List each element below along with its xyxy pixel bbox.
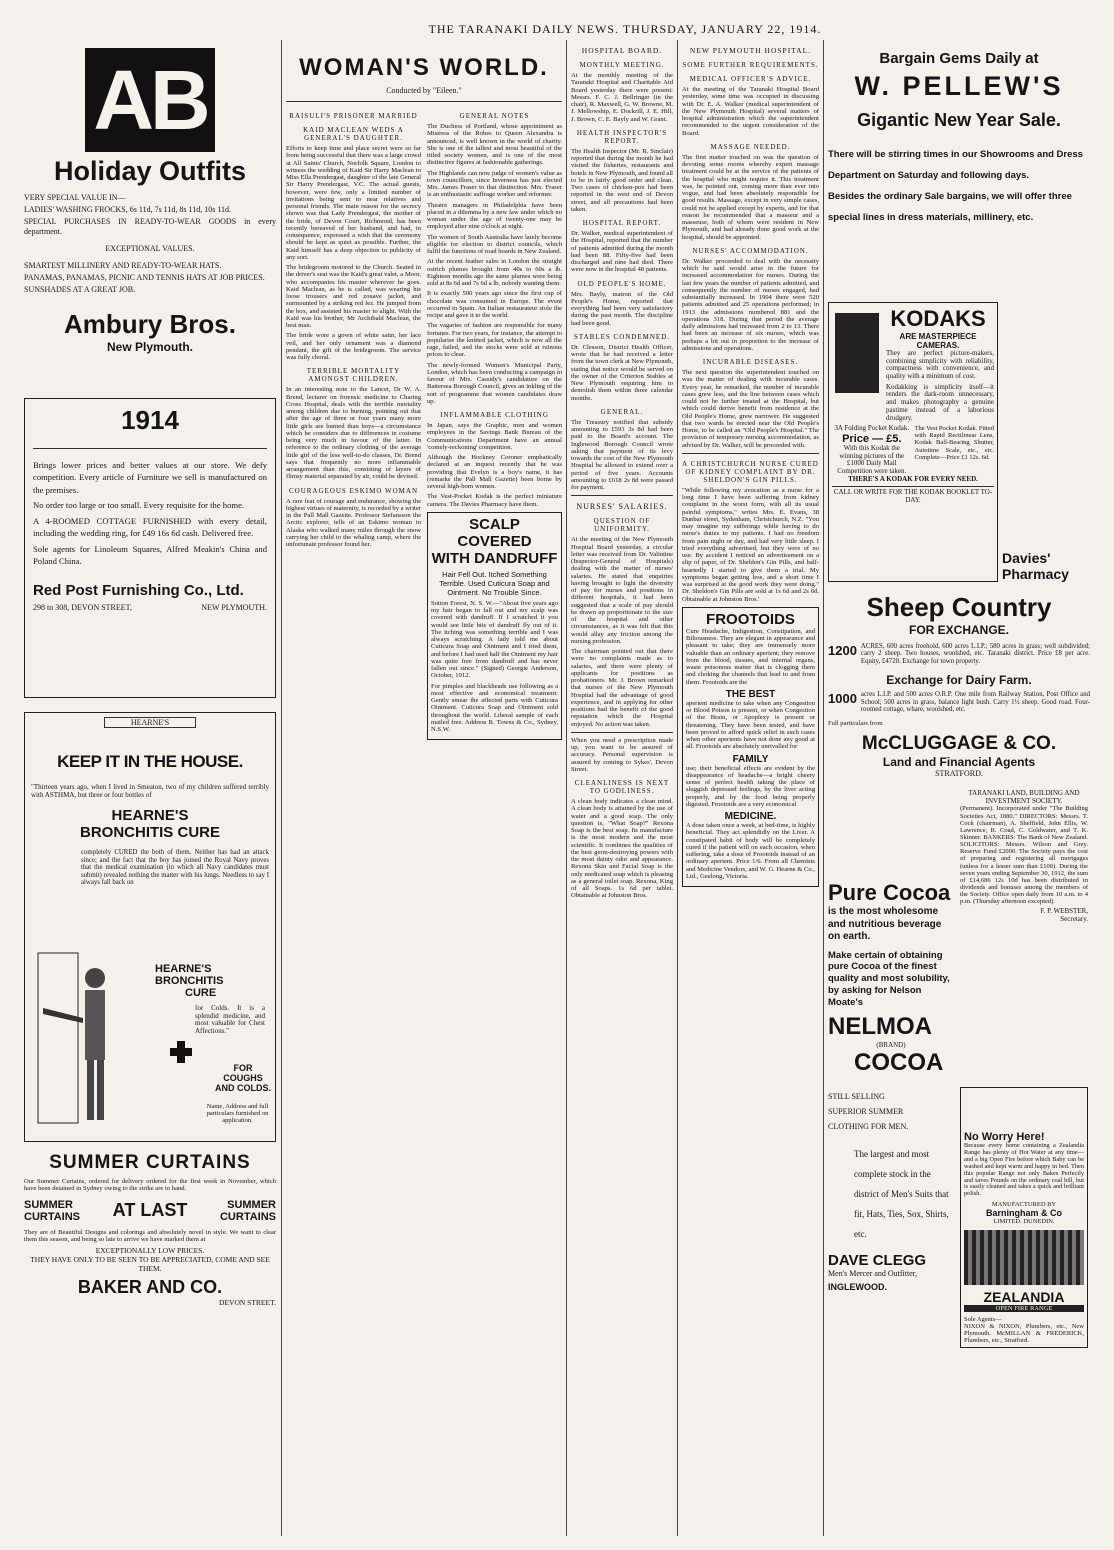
article-text: The newly-formed Women's Municipal Party, London, which has been conducting a campaign in favour of Mrs. Cassidy's candidature on the Battersea Borough Council, gives an inkling of the sort of programme that women candidates draw up.	[427, 361, 562, 405]
scalp-text: Sutton Forest, N. S. W.—"About five years ago my hair began to fall out and my scalp was covered with dandruff. If I scratched it you would see little bits of dandruff fly out of it. The itching was something terrible and I was always scratching. A lady told me about Cuticura Soap and Ointment and I tried them, and before I had used half the Ointment my hair was quite free from dandruff and has never fallen out since." (Signed) Georgie Anderson, October, 1912.	[431, 599, 558, 680]
kodaks-title: KODAKS	[890, 306, 986, 331]
sheep-country-ad	[828, 592, 1090, 778]
article-text: At the monthly meeting of the Taranaki Hospital and Charitable Aid Board yesterday there were present: Messrs. F. C. J. Bellringer (in the chair), R. Maxwell, G. W. Browne, M. J. Mellowship, E. Dockrill, J. E. Hill, J. Brown, C. E. Bayly and W. Grant.	[571, 72, 673, 123]
column-title: HOSPITAL BOARD.	[581, 46, 663, 55]
frootoids-text: A dose taken once a week, at bed-time, is highly beneficial. They act splendidly on the Liver. A constipated habit of body will be completely cured if the patient will on each occasion, when suffering, take a dose of Frootoids instead of an ordinary aperient. Price 1/6. From all Chemists and Medicine Vendors, and W. G. Hearne & Co., Ltd., Geelong, Victoria.	[686, 822, 815, 880]
dave-sub: Men's Mercer and Outfitter,	[828, 1269, 918, 1279]
scalp-heading-1: SCALP COVERED	[457, 515, 532, 550]
column-right-ads	[828, 50, 1090, 1540]
column-rule	[566, 40, 567, 1536]
column-title: NEW PLYMOUTH HOSPITAL.	[689, 46, 812, 55]
womans-world-title: WOMAN'S WORLD.	[299, 54, 549, 81]
year-1914: 1914	[33, 405, 267, 449]
ad-line: EXCEPTIONAL VALUES.	[105, 243, 195, 253]
sc-right: SUMMER CURTAINS	[219, 1198, 276, 1223]
np-hospital-column	[682, 40, 819, 1540]
frootoids-text: use; their beneficial effects are evident by the disappearance of headache—a bright cheery sense of perfect health taking the place of sluggish depressed feelings, by the liver acting properly, and by the food being properly digested. Frootoids are a very economical	[686, 764, 815, 808]
ad-line: SMARTEST MILLINERY AND READY-TO-WEAR HATS.	[24, 260, 222, 270]
article-text: Mrs. Bayly, matron of the Old People's Home, reported that everything had been very satisfactory during the past month. The discipline had been good.	[571, 290, 673, 327]
at-last: AT LAST	[112, 1200, 188, 1221]
cocoa-text-1: is the most wholesome and nutritious beverage on earth.	[828, 906, 942, 943]
ad-text: Brings lower prices and better values at our store. We defy competition. Every article of Furniture we sell is manufactured on the premises.	[33, 460, 267, 495]
vest-text: The Vest Pocket Kodak. Fitted with Rapid Rectilinear Lens, Kodak Ball-Bearing Shutter, Autotime Scale, etc., etc. Complete—Price £1 12s. 6d.	[914, 425, 994, 461]
frootoids-text: Cure Headache, Indigestion, Constipation, and Biliousness. They are elegant in appearance and pleasant to take; they are immensely more valuable than an ordinary aperient; they remove from the blood, tissues, and internal organs, waste poisonous matter that is clogging them and choking the channels that lead to and from them. Frootoids are the	[686, 627, 815, 686]
article-text: The bride wore a gown of white satin, her lace veil, and her only ornament was a diamond pendant, the gift of the bridegroom. The service was fully choral.	[286, 332, 421, 361]
largest-text: The largest and most complete stock in the district of Men's Suits that fit, Hats, Ties, Sox, Shirts, etc.	[854, 1149, 949, 1239]
curtain-text: They are of Beautiful Designs and colorings and absolutely novel in style. We want to clear them this season, and being so late to arrive we have marked them at	[24, 1228, 276, 1243]
holiday-heading: Holiday Outfits	[53, 156, 246, 186]
cocoa-ad	[828, 790, 954, 1077]
land-agents: Land and Financial Agents	[882, 755, 1036, 770]
hearnes-body: completely CURED the both of them. Neither has had an attack since; and the fact that the boy has joined the Royal Navy proves that the medical examination (to which all Navy candidates must submit) revealed nothing the matter with his lungs. Needless to say I always fall back on	[81, 849, 269, 887]
article-text: The first matter touched on was the question of devoting some rooms whereby expert massage treatment could be at the service of the patients of the hospital who might require it. This treatment was, he pointed out, coming more than ever into vogue, and had been absolutely responsible for good results. Massage, except in very simple cases, could not be applied except by experts, and for that reason he recommended that a masseur and a masseuse, both of whom were resident in New Plymouth, and had already done good work at the hospital, should be appointed.	[682, 153, 819, 241]
article-text: The chairman pointed out that there were no complaints made as to salaries, and there were plenty of applicants for positions as probationers. Mr. J. Brown remarked that nurses of the New Plymouth Hospital had the advantage of good experience, and in applying for other positions had the benefit of the good reputation which the Hospital enjoyed. No action was taken.	[571, 648, 673, 728]
article-text: In Japan, says the Graphic, men and women employees in the Savings Bank Bureau of the Communications Department have an annual 'comely-reckoning' competition.	[427, 422, 562, 451]
besides-text: Besides the ordinary Sale bargains, we will offer three special lines in dress materials, millinery, etc.	[828, 190, 1072, 223]
kodak-every: THERE'S A KODAK FOR EVERY NEED.	[848, 474, 978, 483]
article-text: In an interesting note to the Lancet, Dr W. A. Brend, lecturer on forensic medicine to Charing Cross Hospital, deals with the terrible mortality among children due to burning, pointing out that after the age of three or four years many more little girls are burned than boys—a circumstance which he considers due to differences in costume being very much in favour of the latter. In reference to the ordinary clothing of the average little girl of the less well-to-do classes, Dr. Brend says that frequently no more inflammable arrangement than this, consisting of layers of flimsy material separated by air, could be devised.	[286, 386, 421, 481]
ad-line: SPECIAL PURCHASES IN READY-TO-WEAR GOODS in every department.	[24, 217, 276, 236]
article-text: The vagaries of fashion are responsible for many fortunes. For two years, for instance, the attempt to popularise the knitted jacket, which is now all the rage, failed, and the stocks were sold at ruinous prices to clear.	[427, 322, 562, 359]
column-rule	[677, 40, 678, 1536]
davies-pharmacy: Davies' Pharmacy	[1002, 550, 1069, 582]
ww-subcolumn-left	[286, 106, 421, 740]
dave-clegg: DAVE CLEGG	[828, 1252, 927, 1270]
conducted-by: Conducted by "Eileen."	[386, 86, 462, 95]
section-heading: CLEANLINESS IS NEXT TO GODLINESS.	[574, 779, 670, 795]
section-heading: A CHRISTCHURCH NURSE CURED OF KIDNEY COMPLAINT BY DR. SHELDON'S GIN PILLS.	[682, 459, 819, 484]
article-text: Although the Hockney Coroner emphatically declared at an inquest recently that he was providing that Evelyn is a boy's name, it has (remarks the Pall Mall Gazette) been borne by several high-born women.	[427, 454, 562, 490]
masthead: THE TARANAKI DAILY NEWS. THURSDAY, JANUARY 22, 1914.	[428, 22, 822, 36]
side-heading-2: BRONCHITIS	[155, 975, 224, 987]
summer-curtains-ad	[24, 1152, 276, 1307]
hospital-board-column	[571, 40, 673, 1540]
inglewood: INGLEWOOD.	[828, 1282, 887, 1293]
kodak-text: Kodakking is simplicity itself—it renders the dark-room unnecessary, and makes photography a genuine pastime instead of a laborious drudgery.	[886, 382, 994, 422]
winning-text: With this Kodak the winning pictures of the £1000 Daily Mail Competition were taken.	[837, 443, 907, 475]
article-text: Dr. Clesson, District Health Officer, wrote that he had received a letter from the town clerk at New Plymouth, stating that notice would be served on the owner of the Criterion Stables at New Plymouth requiring him to demolish them within three calendar months.	[571, 343, 673, 402]
still-selling-3: CLOTHING FOR MEN.	[828, 1121, 909, 1131]
tl-sign: F. P. WEBSTER,	[1040, 907, 1088, 916]
range-illustration	[964, 1230, 1084, 1285]
redpost-address: 298 to 308, DEVON STREET,	[33, 602, 132, 612]
nelmoa-brand: (BRAND)	[876, 1040, 906, 1049]
folding-kodak: 3A Folding Pocket Kodak.	[834, 424, 910, 433]
article-text: Efforts to keep time and place secret were so far from being successful that there was a large crowd at All Saints' Church, Norfolk Square, London to witness the wedding of Kaid Sir Harry Maclean to Miss Ella Prendergast, daughter of the late General Sir Harry Prendergast, V.C. The actual guests, however, were few, only a limited number of invitations being sent to near relatives and personal friends. The main reason for the secrecy shown was that Lady Prendergast, the mother of the bride, of Devon Court, Richmond, has been recently bereaved of her husband, and had, in consequence, expressed a wish that the ceremony should be kept as quiet as possible. Further, the Kaid himself has a deep objection to publicity of any sort.	[286, 145, 421, 261]
stratford: STRATFORD.	[935, 769, 983, 779]
article-text: Dr. Walker proceeded to deal with the necessity which he said would arise in the future for increased accommodation for nurses. During the last few years the number of patients admitted, and consequently the number of nurses engaged, had substantially increased. In 1904 there were 520 patients admitted and 25 operations performed; in 1913 the admissions numbered 881 and the operations 318. During that period the average daily admissions had increased from 2 to 13. There had been an increase of six nurses, which was perhaps a bit out in proportion to the increase of admissions and operations.	[682, 257, 819, 352]
tl-secretary: Secretary.	[1060, 915, 1088, 924]
section-heading: GENERAL NOTES	[459, 112, 530, 120]
side-text: for Colds. It is a splendid medicine, and most valuable for Chest Affections."	[195, 1004, 265, 1036]
sc-left: SUMMER CURTAINS	[24, 1198, 81, 1223]
tl-title: TARANAKI LAND, BUILDING AND INVESTMENT SOCIETY.	[968, 789, 1080, 805]
article-text: It is exactly 500 years ago since the first cup of chocolate was consumed in Europe. The event occurred in Spain. An Italian restaurateur stole the recipe and gave it to the world.	[427, 290, 562, 319]
gigantic-sale: Gigantic New Year Sale.	[857, 110, 1061, 130]
no-worry-text: Because every home containing a Zealandia Range has plenty of Hot Water at any time—and a big Open Fire before which Baby can be washed and kept warm and happy in bed. Then this popular Range not only Bakes Perfectly and saves Pounds on the ordinary coal bill, but is easily cleaned and takes a quick and brilliant polish.	[964, 1141, 1084, 1198]
for-exchange: FOR EXCHANGE.	[908, 623, 1009, 637]
bronchitis-heading-1: HEARNE'S	[111, 807, 189, 825]
sole-agents: Sole Agents—	[964, 1315, 1002, 1323]
pellew-ad	[828, 50, 1090, 290]
baker-name: BAKER AND CO.	[77, 1277, 223, 1298]
section-heading: HOSPITAL REPORT.	[582, 219, 662, 227]
nelmoa: NELMOA	[828, 1012, 932, 1040]
limited: LIMITED. DUNEDIN.	[993, 1218, 1055, 1226]
name-address: Name, Address and full particulars furnished on application.	[206, 1103, 269, 1125]
ad-text: A 4-ROOMED COTTAGE FURNISHED with every detail, including the wedding ring, for £49 16s 6d cash. Delivered free.	[33, 515, 267, 539]
summer-text: Our Summer Curtains, ordered for delivery ordered for the first week in November, which have been detained in Sydney owing to the strike are to hand.	[24, 1178, 276, 1193]
ab-ad	[24, 48, 276, 398]
article-text: When you need a prescription made up, you want to be assured of accuracy. Personal supervision is assured by coming to Sykes', Devon Street.	[571, 736, 673, 773]
kodak-call: CALL OR WRITE FOR THE KODAK BOOKLET TO-DAY.	[833, 488, 993, 504]
section-subheading: MEDICAL OFFICER'S ADVICE.	[689, 75, 812, 83]
article-text: At the recent feather sales in London the straight ostrich plumes brought from 40s to 60s a lb. Eighteen months ago the same plumes were being sold at 8s 6d and 7s 6d a lb, nobody wanting them.	[427, 258, 562, 287]
barningham: Barningham & Co	[985, 1208, 1062, 1219]
article-text: The women of South Australia have lately become eligible for election to district councils, which fulfil the functions of road boards in New Zealand.	[427, 233, 562, 255]
sheep-text: ACRES, 600 acres freehold, 600 acres L.I.P.; 580 acres in grass; well subdivided; carry 2 sheep. Two houses, woolshed, etc. Taranaki district. Price £8 per acre. Equity, £4720. Exchange for town property.	[860, 643, 1090, 665]
summer-heading: SUMMER CURTAINS	[49, 1152, 251, 1173]
section-heading: OLD PEOPLE'S HOME.	[577, 279, 667, 288]
scalp-sub: Hair Fell Out. Itched Something Terrible. Used Cuticura Soap and Ointment. No Trouble Since.	[439, 569, 550, 597]
bargain-gems: Bargain Gems Daily at	[879, 50, 1039, 67]
sheep-title: Sheep Country	[866, 592, 1052, 622]
cuticura-ad	[427, 512, 562, 741]
mfd-by: MANUFACTURED BY	[991, 1201, 1057, 1209]
article-text: The Highlands can now judge of women's value as town councillors, since Inverness has just elected Mrs. James Fraser to that distinction. Mrs. Fraser is an enthusiastic suffrage worker and reformer.	[427, 169, 562, 199]
tl-text: (Permanent). Incorporated under "The Building Societies Act, 1880." DIRECTORS: Messrs. T. Cock (chairman), A. Sheffield, John Ellis, W. Lawrence, R. Coad, C. Goldwater, and T. K. Skinner. BANKERS: The Bank of New Zealand. SOLICITORS: Messrs. Wilson and Grey. Reserve Fund £2000. The Society pays the cost of preparing and registering all mortgages (unless for a lesser sum than £100). During the seven years ending September 30, 1912, the sum of £14,686 12s 10d has been distributed in dividends and bonuses among the members of the Society. Office open daily from 10 a.m. to 4 p.m. (Thursday afternoon excepted).	[960, 805, 1088, 906]
nurses-heading: NURSES' SALARIES.	[576, 502, 668, 512]
frootoids-ad	[682, 607, 819, 887]
sheep-acres: 1200	[828, 643, 857, 658]
zealandia: ZEALANDIA	[983, 1288, 1065, 1305]
ad-text: Sole agents for Linoleum Squares, Alfred Meakin's China and Poland China.	[33, 543, 267, 567]
section-subheading: SOME FURTHER REQUIREMENTS.	[682, 61, 819, 69]
ambury-town: New Plymouth.	[106, 339, 193, 354]
column-rule	[281, 40, 282, 1536]
redpost-name: Red Post Furnishing Co., Ltd.	[33, 581, 244, 599]
knight-illustration	[33, 948, 123, 1128]
article-text: The next question the superintendent touched on was the matter of dealing with incurable cases. Every year, he remarked, the number of incurable cases grew less, and the line between cases which could not be further treated at the Hospital, but which could derive benefit from residence at the Old People's Home, grew narrower. He suggested that two wards be erected near the Old People's Home, to be called an "Old People's Hospital." The provision of temporary nursing accommodation, as advised by Dr. Walker, will be proceeded with.	[682, 369, 819, 449]
kodak-ad	[828, 302, 998, 582]
medicine: MEDICINE.	[724, 811, 777, 822]
no-worry: No Worry Here!	[964, 1130, 1045, 1143]
article-text: The Treasury notified that subsidy amounting to £593 3s 8d had been paid to the Board's account. The Inglewood Borough Council wrote asking that payment of its levy towards the cost of the New Plymouth Hospital be allowed to extend over a period of five years. Accounts amounting to £618 2s 8d were passed for payment.	[571, 418, 673, 491]
kodak-sub: ARE MASTERPIECE CAMERAS.	[899, 332, 977, 350]
section-heading: GENERAL.	[600, 407, 644, 416]
kodak-price: Price — £5.	[842, 432, 902, 445]
article-text: A rare feat of courage and endurance, showing the highest virtues of maternity, is recorded by a writer in the Pall Mall Gazette. Professor Stefansson the Arctic explorer, tells of an Eskimo woman in Alaska who walked many miles through the snow carrying her child to the whaling camp, where the unfortunate professor found her.	[286, 497, 421, 548]
article-text: Theatre managers in Philadelphia have been placed in a dilemma by a new law under which no woman under the age of twenty-one may be employed after nine o'clock at night.	[427, 201, 562, 231]
for-coughs: FOR COUGHS AND COLDS.	[215, 1063, 271, 1093]
dairy-text: acres L.I.P. and 500 acres O.R.P. One mile from Railway Station, Post Office and School; 500 acres in grass, balance light bush. Carry 1½ sheep. Good road. Four-roomed cottage, whare, woolshed, etc.	[860, 691, 1090, 714]
red-cross-icon	[170, 1041, 192, 1063]
still-selling-2: SUPERIOR SUMMER	[828, 1106, 904, 1116]
family: FAMILY	[732, 753, 769, 765]
camera-icon	[835, 313, 879, 393]
article-text: At the meeting of the New Plymouth Hospital Board yesterday, a circular letter was received from Dr. Valintine (Inspector-General of Hospitals) dealing with the matter of nurses' salaries. He stated that enquiries having brought to light the diversity of pay for nurses and positions in different hospitals, it had been suggested that a scale of pay should be drawn up proportionate to the size of the hospital and other circumstances, as it was felt that this would allay any friction among the nursing profession.	[571, 536, 673, 645]
hearnes-ad	[24, 712, 276, 1142]
side-heading-3: CURE	[185, 987, 217, 999]
keep-heading: KEEP IT IN THE HOUSE.	[57, 752, 243, 771]
section-subheading: MONTHLY MEETING.	[579, 61, 665, 69]
ad-line: PANAMAS, PANAMAS, PICNIC AND TENNIS HATS AT JOB PRICES.	[24, 273, 265, 283]
ad-text: No order too large or too small. Every requisite for the home.	[33, 500, 245, 511]
the-best: THE BEST	[725, 688, 776, 700]
side-heading-1: HEARNE'S	[155, 963, 212, 975]
still-selling-1: STILL SELLING	[828, 1091, 885, 1101]
cocoa-word: COCOA	[854, 1048, 944, 1076]
section-heading: RAISULI'S PRISONER MARRIED	[289, 112, 418, 120]
section-heading: MASSAGE NEEDED.	[710, 142, 791, 151]
open-fire: OPEN FIRE RANGE	[964, 1305, 1084, 1312]
pure-cocoa: Pure Cocoa	[828, 880, 951, 906]
kodak-text: They are perfect picture-makers, combining simplicity with reliability, compactness with convenience, and quality with a minimum of cost.	[886, 349, 994, 381]
taranaki-land-ad	[960, 790, 1088, 1077]
ad-line: LADIES' WASHING FROCKS, 6s 11d, 7s 11d, 8s 11d, 10s 11d.	[24, 205, 232, 215]
section-heading: NURSES' ACCOMMODATION.	[692, 246, 809, 255]
column-rule	[823, 40, 824, 1536]
ww-subcolumn-right	[427, 106, 562, 740]
stir-text: There will be stirring times in our Showrooms and Dress Department on Saturday and following days.	[828, 149, 1083, 181]
cocoa-text-2: Make certain of obtaining pure Cocoa of the finest quality and most solubility, by asking for Nelson Moate's	[828, 949, 950, 1009]
mccluggage: McCLUGGAGE & CO.	[861, 733, 1057, 755]
column-left-ads	[24, 48, 276, 1538]
dairy-acres: 1000	[828, 691, 857, 707]
clegg-ad	[828, 1087, 954, 1348]
article-text: Dr. Walker, medical superintendent of the Hospital, reported that the number of patients admitted during the month had been 88. Fifty-five had been discharged and nine had died. There were now in the hospital 48 patients.	[571, 230, 673, 274]
section-heading: TERRIBLE MORTALITY AMONGST CHILDREN.	[306, 367, 401, 384]
scalp-text: For pimples and blackheads use following as a most effective and economical treatment: Gently smear the affected parts with Cuticura Ointment. Cuticura Soap and Ointment sold throughout the world. Liberal sample of each mailed free. Address R. Towns & Co., Sydney, N.S.W.	[431, 682, 558, 733]
ab-logo: AB	[85, 48, 215, 152]
low-prices: EXCEPTIONALLY LOW PRICES.	[95, 1246, 205, 1256]
hearnes-banner: HEARNE'S	[104, 717, 196, 728]
section-subheading: KAID MACLEAN WEDS A GENERAL'S DAUGHTER.	[303, 126, 404, 142]
redpost-town: NEW PLYMOUTH.	[201, 602, 267, 612]
section-heading: HEALTH INSPECTOR'S REPORT.	[576, 128, 668, 145]
article-text: "While following my avocation as a nurse for a long time I have been suffering from kidney complaint in the worst form, with all its usual painful symptoms," writes Mrs. E. Evans, 38 Dunbar street, Sydenham, Christchurch, N.Z. "You may imagine my sufferings while having to do nurse's duties to my patients. I had no freedom from pain night or day, and had very little sleep. I tried everything advertised, but they were of no use. By accident I noticed an advertisement on a slip of paper, of Dr. Sheldon's Gin Pills, and half-heartedly I started to give them a trial. My symptoms began getting less, and a short time I was surprised at the good work they were doing." Dr. Sheldon's Gin Pills are sold at 1s 6d and 2s 6d. Obtainable at Johnston Bros.'	[682, 486, 819, 603]
zealandia-ad	[960, 1087, 1088, 1348]
womans-world-column	[286, 40, 562, 1540]
bronchitis-heading-2: BRONCHITIS CURE	[79, 824, 220, 842]
frootoids-text: aperient medicine to take when any Congestion or Blood Poison is present, or when Congestion of the Brain, or Apoplexy is present or threatening. They have been tested, and have been proved to afford quick relief in such cases when other aperients have not done any good at all. Frootoids are absolutely unrivalled for	[686, 699, 815, 751]
section-heading: COURAGEOUS ESKIMO WOMAN	[288, 486, 419, 495]
section-heading: INCURABLE DISEASES.	[702, 358, 799, 366]
particulars: Full particulars from	[828, 719, 883, 727]
article-text: The Health Inspector (Mr. R. Sinclair) reported that during the month he had visited the fisheries, restaurants and hotels in New Plymouth, and found all to be in fairly good order and clean. Two cases of chicken-pox had been reported in the west end of Devon street, and all precautions had been taken.	[571, 147, 673, 213]
furnishing-ad	[24, 398, 276, 698]
ad-line: SUNSHADES AT A GREAT JOB.	[24, 285, 136, 295]
baker-address: DEVON STREET.	[219, 1298, 276, 1308]
article-text: The Vest-Pocket Kodak is the perfect miniature camera. The Davies Pharmacy have them.	[427, 493, 562, 508]
ambury-name: Ambury Bros.	[64, 308, 236, 339]
article-text: At the meeting of the Taranaki Hospital Board yesterday, some time was occupied in discussing with Dr. E. A. Walker (medical superintendent of the New Plymouth Hospital) several matters of hospital administration which the superintendent recommended to the urgent consideration of the Board.	[682, 86, 819, 137]
hearnes-intro: "Thirteen years ago, when I lived in Smeaton, two of my children suffered terribly with ASTHMA, but three or four bottles of	[31, 783, 269, 799]
pellew-name: W. PELLEW'S	[854, 71, 1064, 101]
agents-list: NIXON & NIXON, Plumbers, etc., New Plymouth. McMILLAN & FREDERICK, Plumbers, etc., Stratford.	[964, 1322, 1084, 1345]
section-heading: STABLES CONDEMNED.	[574, 332, 670, 341]
article-text: The Duchess of Portland, whose appointment as Mistress of the Robes to Queen Alexandra is announced, is well known in the world of charity. She is one of the tallest and most beautiful of the titled society women, and is one of the most distinctive figures at fashionable gatherings.	[427, 123, 562, 167]
scalp-heading-2: WITH DANDRUFF	[431, 549, 558, 567]
section-heading: INFLAMMABLE CLOTHING	[440, 411, 549, 419]
article-text: The bridegroom motored to the Church. Seated in the driver's seat was the Kaid's great valet, a Moor, who accompanies his master wherever he goes. Kaid Maclean, as he is called, was wearing his loose trousers and red zouave jacket, and surmounted by a striking red fez. He jumped from the box, and assisted his master to alight. With the Kaid was his brother, Mr Archibald Maclean, the best man.	[286, 264, 421, 329]
appreciated: THEY HAVE ONLY TO BE SEEN TO BE APPRECIATED, COME AND SEE THEM.	[30, 1255, 270, 1274]
uniformity-heading: QUESTION OF UNIFORMITY.	[593, 517, 651, 534]
article-text: A clean body indicates a clean mind. A clean body is attained by the use of water and a good soap. The only question is, "What Soap?" Rexona Soap is the best soap. Its manufacture is the most modern and the most scientific. It combines the qualities of the best germ-destroying powers with the most dainty odor and appearance. Rexona Skin and Facial Soap is the only medicated soap which is pleasing as a general toilet soap. Rexona, King of all Soaps. 1s 6d per tablet. Obtainable at Johnston Bros.	[571, 798, 673, 900]
dairy-title: Exchange for Dairy Farm.	[886, 673, 1032, 688]
frootoids-title: FROOTOIDS	[706, 610, 795, 628]
ad-line: VERY SPECIAL VALUE IN—	[24, 193, 126, 202]
